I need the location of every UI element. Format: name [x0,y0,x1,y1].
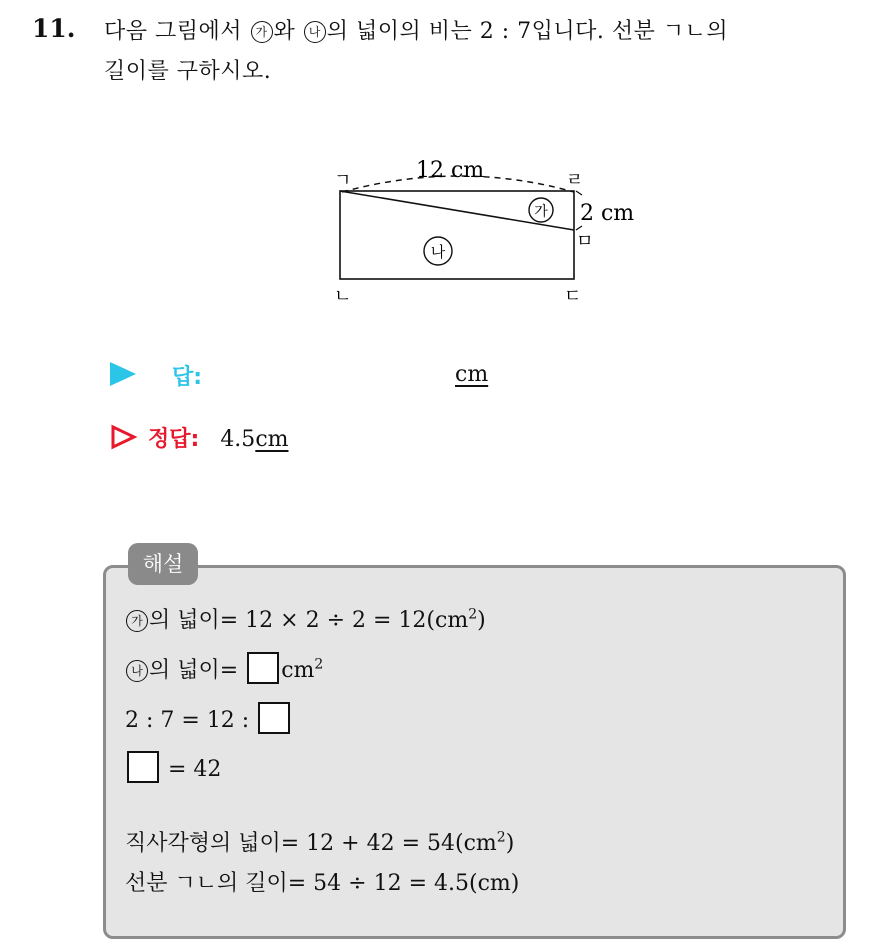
question-line-1: 다음 그림에서 가 와 나 의 넓이의 비는 2 : 7입니다. 선분 ㄱㄴ의 [104,19,729,44]
answer-unit: cm [455,362,489,387]
vertex-g: ㄱ [334,170,352,191]
blank-box [127,751,159,783]
explanation-line-1: 가 의 넓이= $12 \times 2 \div 2 = 12(cm^2)$ [125,603,486,634]
vertex-d: ㄷ [564,286,582,307]
top-length-label: 12 cm [416,158,485,183]
correct-answer-row [148,422,289,453]
rectangle-figure [310,150,650,310]
vertex-n: ㄴ [334,286,352,307]
question-number: 11. [32,14,76,43]
correct-value: 4.5 [220,427,256,452]
vertex-m: ㅁ [576,231,594,252]
explanation-line-4: = 42 [125,751,221,783]
correct-unit: cm [255,427,289,452]
answer-label: 답: [172,365,203,390]
circle-ga-symbol: 가 [251,21,273,43]
side-length-label: 2 cm [580,201,635,226]
blank-box [247,652,279,684]
answer-triangle-icon [110,362,136,386]
explanation-line-2: 나 의 넓이= $cm^2$ [125,652,323,684]
blank-box [258,702,290,734]
correct-triangle-icon [110,424,138,450]
question-line-2: 길이를 구하시오. [104,59,272,84]
circle-na-symbol: 나 [126,660,148,682]
circle-ga-symbol: 가 [126,610,148,632]
circle-na-symbol: 나 [304,21,326,43]
explanation-tag: 해설 [128,543,198,585]
explanation-line-3: 2 : 7 = 12 : [125,702,292,734]
explanation-line-6: 선분 ㄱㄴ의 길이= 54 ÷ 12 = 4.5(cm) [125,871,520,896]
region-ga-label: 가 [534,204,548,220]
region-na-label: 나 [430,243,446,261]
vertex-r: ㄹ [566,170,584,191]
explanation-line-5: 직사각형의 넓이= $12 + 42 = 54(cm^2)$ [125,829,515,856]
correct-label: 정답: [148,427,200,452]
answer-row [172,360,202,391]
